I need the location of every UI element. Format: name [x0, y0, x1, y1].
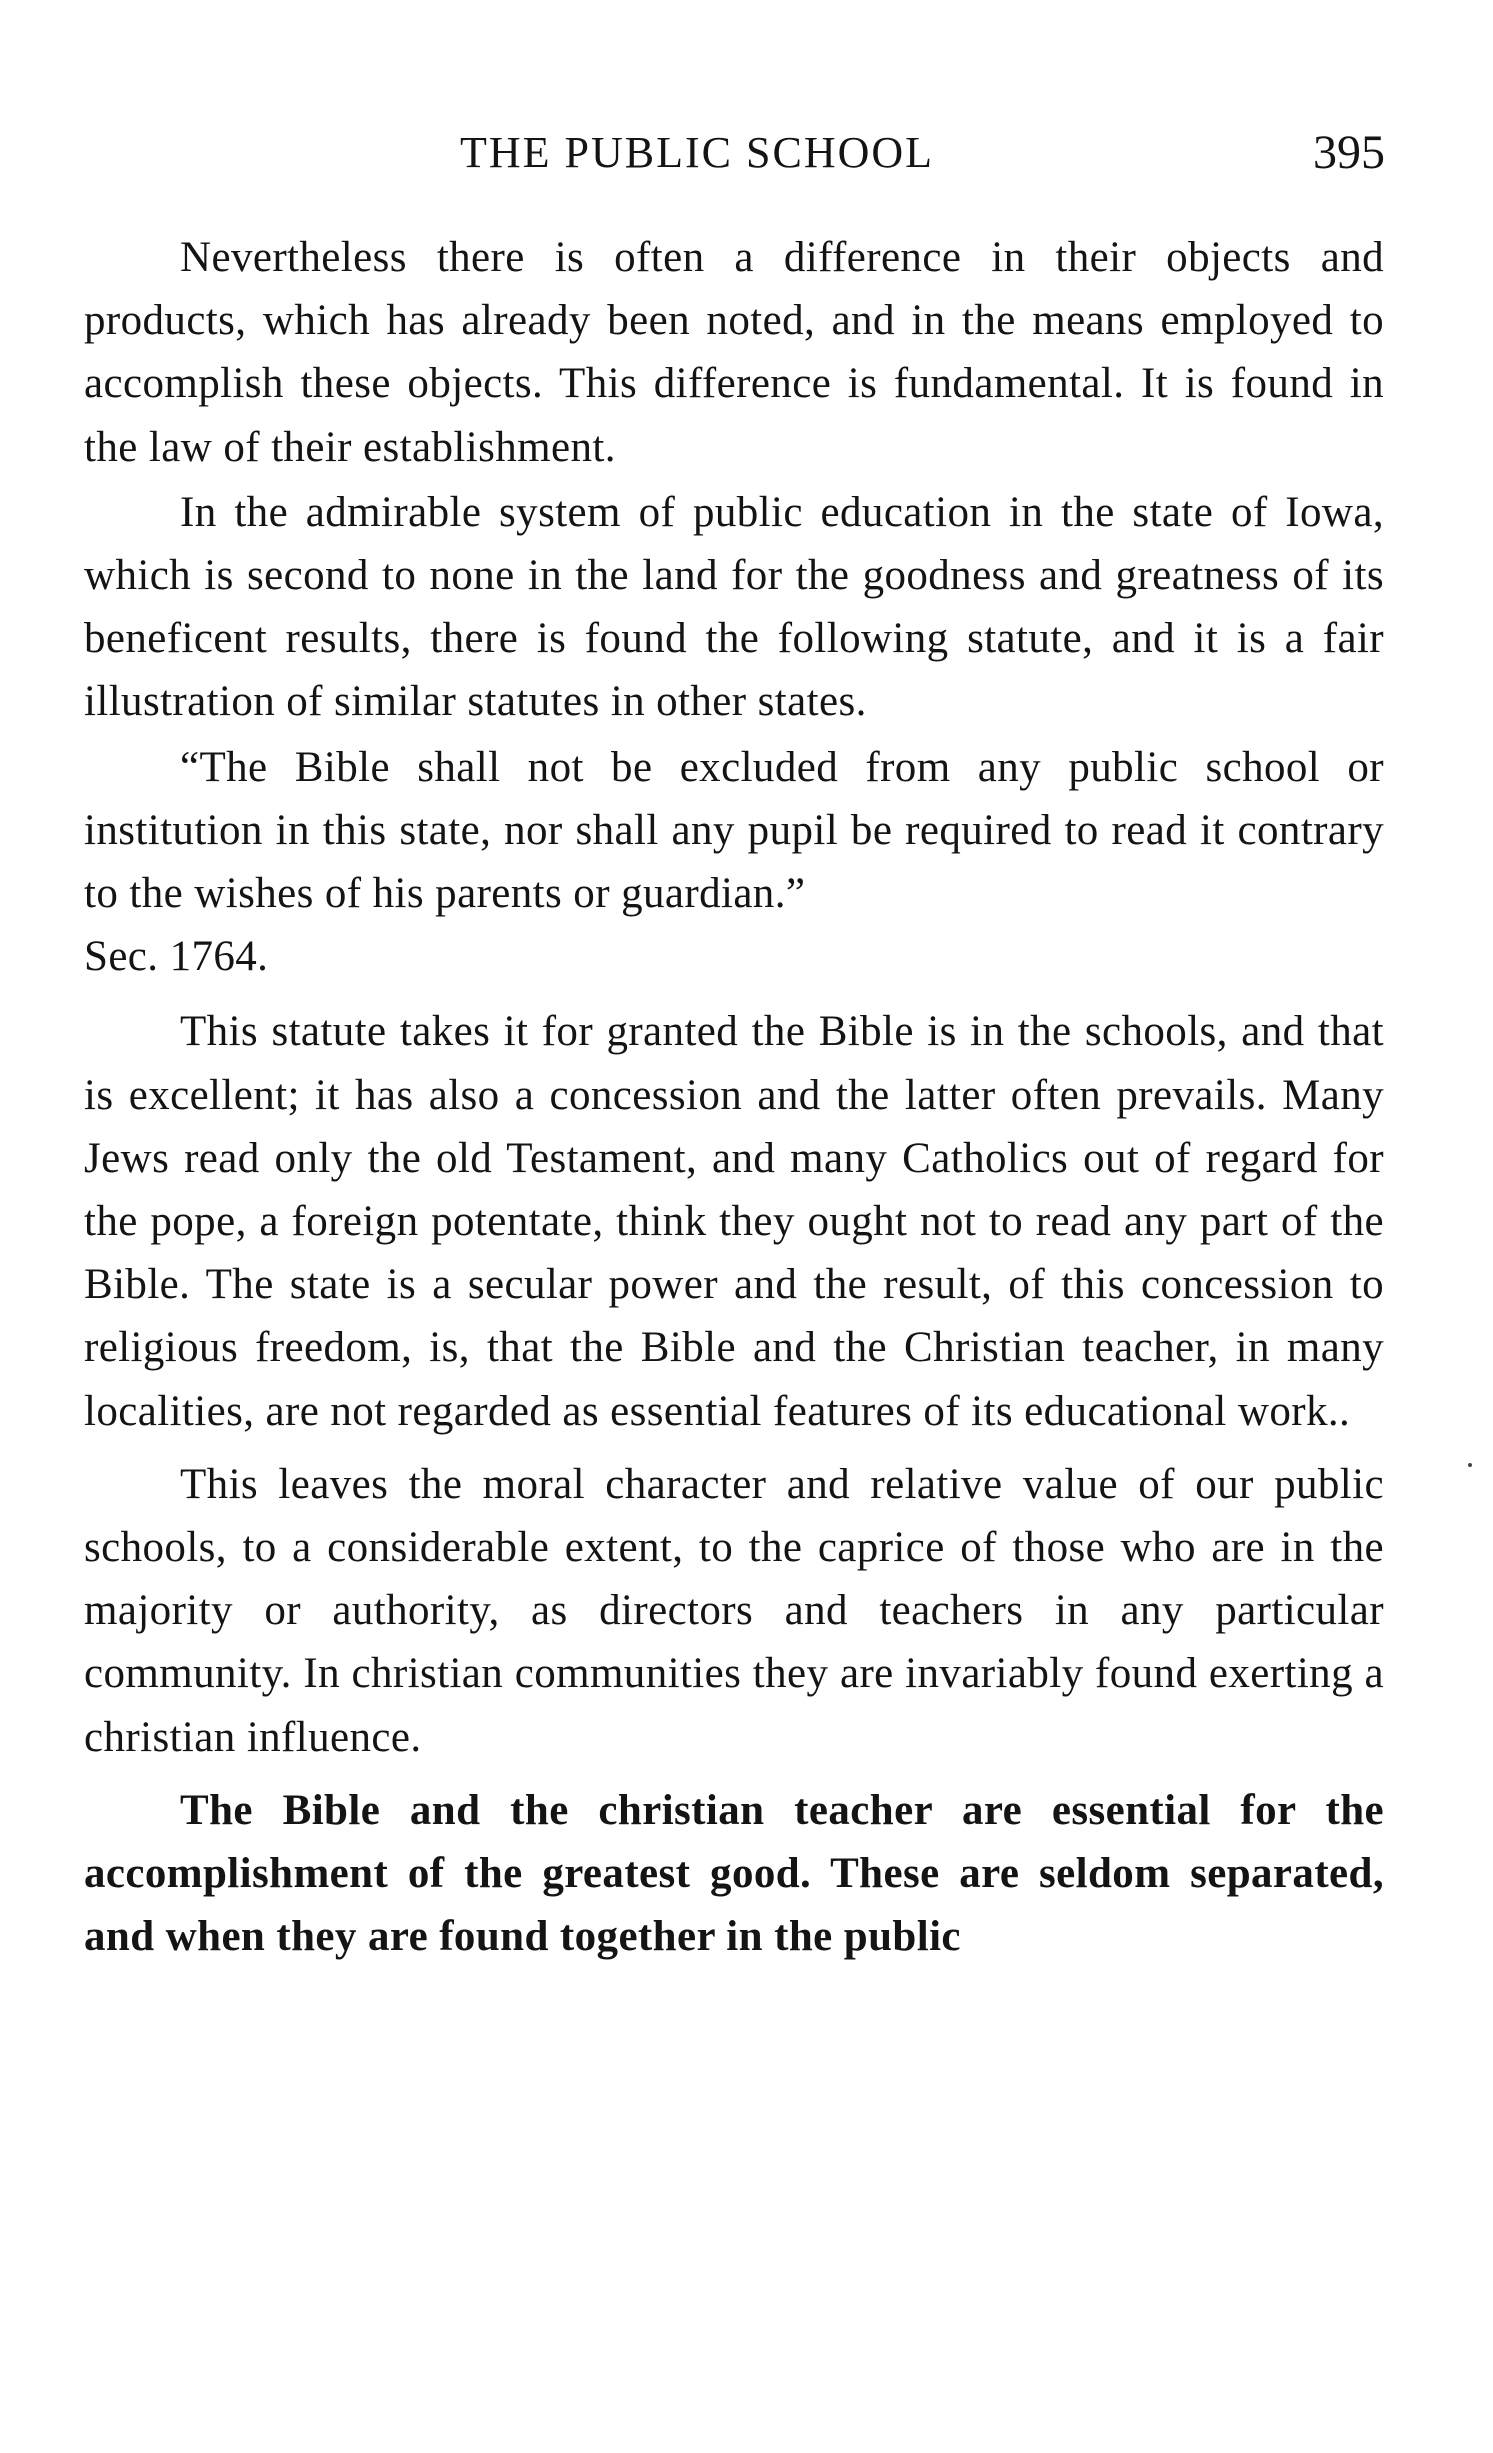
paragraph-3-citation: Sec. 1764.: [84, 933, 269, 981]
paragraph-4: This statute takes it for granted the Bible is in the schools, and that is excellent; it has also a concession and the latter often prevails. Many Jews read only the old Testament, and many Catholics out of regard for the pope, a foreign potentate, think they ought not to read any part of the Bible. The state is a secular power and the result, of this concession to religious freedom, is, that the Bible and the Christian teacher, in many localities, are not regarded as essential features of its educational work..: [84, 1008, 1384, 1435]
margin-speck: [1468, 1463, 1472, 1467]
body-text: [84, 226, 1384, 1968]
page-header: [90, 118, 1385, 188]
running-title: THE PUBLIC SCHOOL: [460, 128, 935, 177]
paragraph-1: Nevertheless there is often a difference in their objects and products, which has already been noted, and in the means employed to accomplish these objects. This difference is fundamental. It is found in the law of their establishment.: [84, 234, 1384, 471]
paragraph-6: The Bible and the christian teacher are essential for the accomplishment of the greatest good. These are seldom separated, and when they are found together in the public: [84, 1786, 1384, 1961]
paragraph-5: This leaves the moral character and relative value of our public schools, to a considerable extent, to the caprice of those who are in the majority or authority, as directors and teachers in any particular community. In christian communities they are invariably found exerting a christian influence.: [84, 1460, 1384, 1761]
paragraph-2: In the admirable system of public education in the state of Iowa, which is second to none in the land for the goodness and greatness of its beneficent results, there is found the following statute, and it is a fair illustration of similar statutes in other states.: [84, 488, 1384, 726]
page-number: 395: [1313, 126, 1385, 179]
paragraph-3-quote: “The Bible shall not be excluded from any public school or institution in this state, nor shall any pupil be required to read it contrary to the wishes of his parents or guardian.”: [84, 743, 1384, 918]
